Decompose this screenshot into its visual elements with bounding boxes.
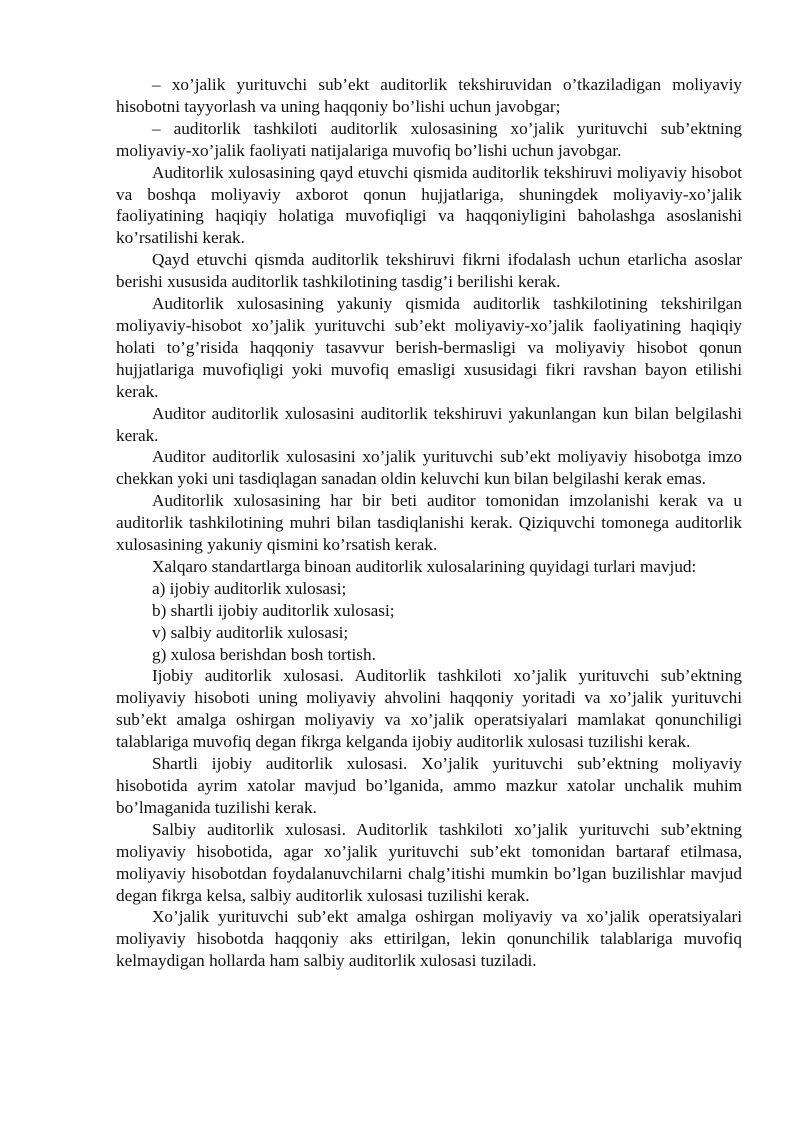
paragraph-negative-opinion-cont: Xo’jalik yurituvchi sub’ekt amalga oshirgan moliyaviy va xo’jalik operatsiyalari moliyaviy hisobotda haqqoniy aks ettirilgan, lekin qonunchilik talablariga muvofiq kelmaydigan hollarda ham salbiy auditorlik xulosasi tuziladi. — [116, 907, 742, 971]
paragraph-negative-opinion: Salbiy auditorlik xulosasi. Auditorlik tashkiloti xo’jalik yurituvchi sub’ektning moliyaviy hisobotida, agar xo’jalik yurituvchi sub’ekt tomonidan bartaraf etilmasa, moliyaviy hisobotdan foydalanuvchilarni chalg’itishi mumkin bo’lgan buzilishlar mavjud degan fikrga kelsa, salbiy auditorlik xulosasi tuzilishi kerak. — [116, 819, 742, 905]
document-page — [116, 74, 742, 972]
list-item-conditional: b) shartli ijobiy auditorlik xulosasi; — [152, 600, 395, 620]
paragraph-responsibility-auditor: – auditorlik tashkiloti auditorlik xulosasining xo’jalik yurituvchi sub’ektning moliyaviy-xo’jalik faoliyati natijalariga muvofiq bo’lishi uchun javobgar. — [116, 118, 742, 160]
paragraph-final-part: Auditorlik xulosasining yakuniy qismida auditorlik tashkilotining tekshirilgan moliyaviy-hisobot xo’jalik yurituvchi sub’ekt moliyaviy-xo’jalik faoliyatining haqiqiy holati to’g’risida haqqoniy tasavvur berish-bermasligi va moliyaviy hisobot qonun hujjatlariga muvofiqligi yoki muvofiq emasligi xususidagi fikri ravshan bayon etilishi kerak. — [116, 294, 742, 401]
paragraph-declaring-part: Auditorlik xulosasining qayd etuvchi qismida auditorlik tekshiruvi moliyaviy hisobot va boshqa moliyaviy axborot qonun hujjatlariga, shuningdek moliyaviy-xo’jalik faoliyatining haqiqiy holatiga muvofiqligi va haqqoniyligini baholashga asoslanishi ko’rsatilishi kerak. — [116, 162, 742, 248]
paragraph-types-intro: Xalqaro standartlarga binoan auditorlik xulosalarining quyidagi turlari mavjud: — [152, 556, 697, 576]
paragraph-conditional-opinion: Shartli ijobiy auditorlik xulosasi. Xo’jalik yurituvchi sub’ektning moliyaviy hisobotida ayrim xatolar mavjud bo’lganida, ammo mazkur xatolar unchalik muhim bo’lmaganida tuzilishi kerak. — [116, 754, 742, 817]
paragraph-responsibility-entity: – xo’jalik yurituvchi sub’ekt auditorlik tekshiruvidan o’tkaziladigan moliyaviy hisobotni tayyorlash va uning haqqoniy bo’lishi uchun javobgar; — [116, 75, 742, 116]
paragraph-date-restriction: Auditor auditorlik xulosasini xo’jalik yurituvchi sub’ekt moliyaviy hisobotga imzo chekkan yoki uni tasdiqlagan sanadan oldin keluvchi kun bilan belgilashi kerak emas. — [116, 447, 742, 489]
list-item-disclaimer: g) xulosa berishdan bosh tortish. — [152, 644, 376, 664]
paragraph-positive-opinion: Ijobiy auditorlik xulosasi. Auditorlik tashkiloti xo’jalik yurituvchi sub’ektning moliyaviy hisoboti uning moliyaviy ahvolini haqqoniy yoritadi va xo’jalik yurituvchi sub’ekt amalga oshirgan moliyaviy va xo’jalik operatsiyalari mamlakat qonunchiligi talablariga muvofiq degan fikrga kelganda ijobiy auditorlik xulosasi tuzilishi kerak. — [116, 666, 742, 752]
paragraph-declaring-basis: Qayd etuvchi qismda auditorlik tekshiruvi fikrni ifodalash uchun etarlicha asoslar berishi xususida auditorlik tashkilotining tasdig’i berilishi kerak. — [116, 250, 742, 292]
list-item-positive: a) ijobiy auditorlik xulosasi; — [152, 578, 347, 598]
paragraph-signature: Auditorlik xulosasining har bir beti auditor tomonidan imzolanishi kerak va u auditorlik tashkilotining muhri bilan tasdiqlanishi kerak. Qiziquvchi tomonega auditorlik xulosasining yakuniy qismini ko’rsatish kerak. — [116, 491, 742, 555]
paragraph-date-completion: Auditor auditorlik xulosasini auditorlik tekshiruvi yakunlangan kun bilan belgilashi kerak. — [116, 403, 742, 445]
list-item-negative: v) salbiy auditorlik xulosasi; — [152, 622, 349, 642]
